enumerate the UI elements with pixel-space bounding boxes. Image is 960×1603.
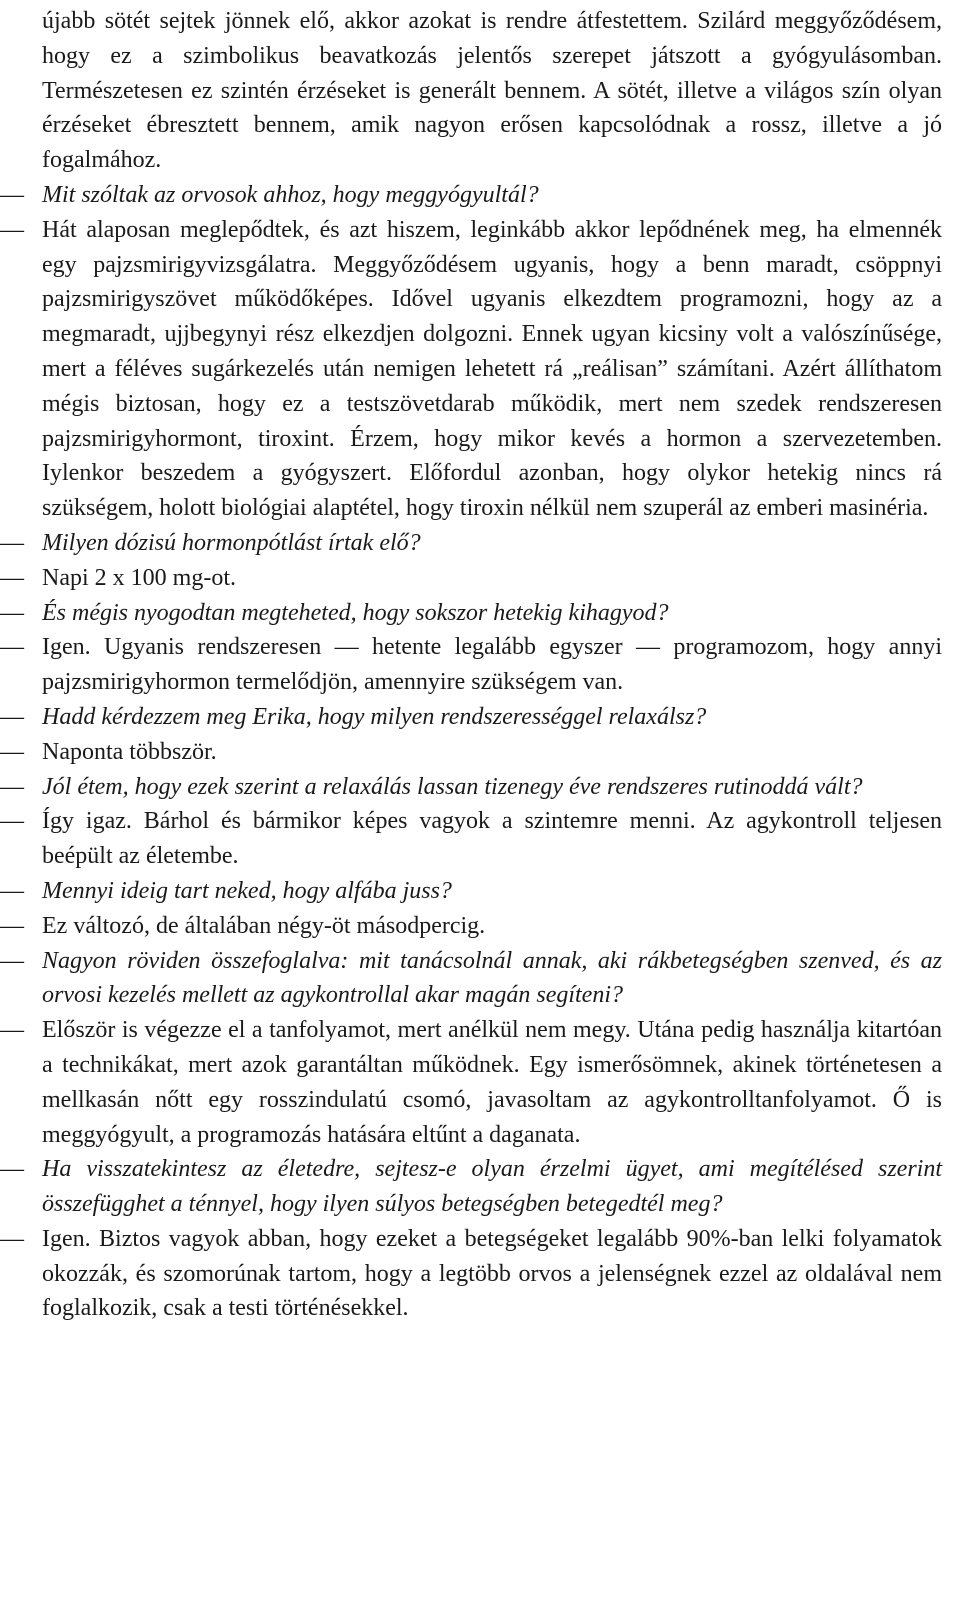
- question-paragraph: [0, 1152, 942, 1222]
- question-paragraph: [0, 596, 942, 631]
- answer-paragraph: [0, 630, 942, 700]
- dialogue-dash: —: [0, 1225, 24, 1252]
- dialogue-dash: —: [0, 1156, 24, 1183]
- question-text: Nagyon röviden összefoglalva: mit tanácsolnál annak, aki rákbetegségben szenved, és az orvosi kezelés mellett az agykontrollal akar magán segíteni?: [42, 947, 942, 1009]
- question-text: Ha visszatekintesz az életedre, sejtesz-e olyan érzelmi ügyet, ami megítélésed szerint összefügghet a ténnyel, hogy ilyen súlyos betegségben betegedtél meg?: [42, 1156, 942, 1218]
- question-paragraph: [0, 178, 942, 213]
- question-text: Mennyi ideig tart neked, hogy alfába juss?: [42, 877, 452, 904]
- dialogue-dash: —: [0, 634, 24, 661]
- answer-paragraph: [0, 1222, 942, 1326]
- answer-text: Először is végezze el a tanfolyamot, mert anélkül nem megy. Utána pedig használja kitartóan a technikákat, mert azok garantáltan működnek. Egy ismerősömnek, akinek történetesen a mellkasán nőtt egy rosszindulatú csomó, javasoltam az agykontrolltanfolyamot. Ő is meggyógyult, a programozás hatására eltűnt a daganata.: [42, 1017, 942, 1148]
- question-paragraph: [0, 700, 942, 735]
- answer-text: Hát alaposan meglepődtek, és azt hiszem, leginkább akkor lepődnének meg, ha elmennék egy pajzsmirigyvizsgálatra. Meggyőződésem ugyanis, hogy a benn maradt, csöppnyi pajzsmirigyszövet működőképes. Idővel ugyanis elkezdtem programozni, hogy az a megmaradt, ujjbegynyi rész elkezdjen dolgozni. Ennek ugyan kicsiny volt a valószínűsége, mert a féléves sugárkezelés után nemigen lehetett rá „reálisan” számítani. Azért állíthatom mégis biztosan, hogy ez a testszövetdarab működik, mert nem szedek rendszeresen pajzsmirigyhormont, tiroxint. Érzem, hogy mikor kevés a hormon a szervezetemben. Iylenkor beszedem a gyógyszert. Előfordul azonban, hogy olykor hetekig nincs rá szükségem, holott biológiai alaptétel, hogy tiroxin nélkül nem szuperál az emberi masinéria.: [42, 216, 942, 522]
- answer-text: Napi 2 x 100 mg-ot.: [42, 564, 236, 591]
- question-paragraph: [0, 874, 942, 909]
- answer-text: Naponta többször.: [42, 738, 217, 765]
- dialogue-dash: —: [0, 947, 24, 974]
- answer-paragraph: [0, 735, 942, 770]
- answer-paragraph: [0, 804, 942, 874]
- dialogue-dash: —: [0, 703, 24, 730]
- question-paragraph: [0, 770, 942, 805]
- question-text: Jól étem, hogy ezek szerint a relaxálás lassan tizenegy éve rendszeres rutinoddá vált?: [42, 773, 863, 800]
- question-paragraph: [0, 944, 942, 1014]
- answer-paragraph: [0, 909, 942, 944]
- dialogue-dash: —: [0, 529, 24, 556]
- answer-text: Igen. Ugyanis rendszeresen — hetente legalább egyszer — programozom, hogy annyi pajzsmirigyhormon termelődjön, amennyire szükségem van.: [42, 634, 942, 696]
- question-text: Hadd kérdezzem meg Erika, hogy milyen rendszerességgel relaxálsz?: [42, 703, 707, 730]
- dialogue-dash: —: [0, 599, 24, 626]
- answer-paragraph: [0, 1013, 942, 1152]
- answer-text: Igen. Biztos vagyok abban, hogy ezeket a betegségeket legalább 90%-ban lelki folyamatok okozzák, és szomorúnak tartom, hogy a legtöbb orvos a jelenségnek ezzel az oldalával nem foglalkozik, csak a testi történésekkel.: [42, 1225, 942, 1322]
- dialogue-dash: —: [0, 808, 24, 835]
- dialogue-dash: —: [0, 564, 24, 591]
- question-text: És mégis nyogodtan megteheted, hogy sokszor hetekig kihagyod?: [42, 599, 669, 626]
- dialogue-dash: —: [0, 1017, 24, 1044]
- answer-paragraph: [0, 213, 942, 526]
- question-paragraph: [0, 526, 942, 561]
- intro-paragraph: újabb sötét sejtek jönnek elő, akkor azokat is rendre átfestettem. Szilárd meggyőződésem, hogy ez a szimbolikus beavatkozás jelentős szerepet játszott a gyógyulásomban. Természetesen ez szintén érzéseket is generált bennem. A sötét, illetve a világos szín olyan érzéseket ébresztett bennem, amik nagyon erősen kapcsolódnak a rossz, illetve a jó fogalmához.: [42, 8, 942, 174]
- dialogue-dash: —: [0, 773, 24, 800]
- question-text: Milyen dózisú hormonpótlást írtak elő?: [42, 529, 421, 556]
- dialogue-dash: —: [0, 216, 24, 243]
- dialogue-dash: —: [0, 877, 24, 904]
- question-text: Mit szóltak az orvosok ahhoz, hogy meggyógyultál?: [42, 181, 539, 208]
- document-page: [0, 4, 942, 1326]
- dialogue-dash: —: [0, 181, 24, 208]
- answer-paragraph: [0, 561, 942, 596]
- dialogue-dash: —: [0, 738, 24, 765]
- dialogue-dash: —: [0, 912, 24, 939]
- answer-text: Ez változó, de általában négy-öt másodpercig.: [42, 912, 486, 939]
- answer-text: Így igaz. Bárhol és bármikor képes vagyok a szintemre menni. Az agykontroll teljesen beépült az életembe.: [42, 808, 942, 870]
